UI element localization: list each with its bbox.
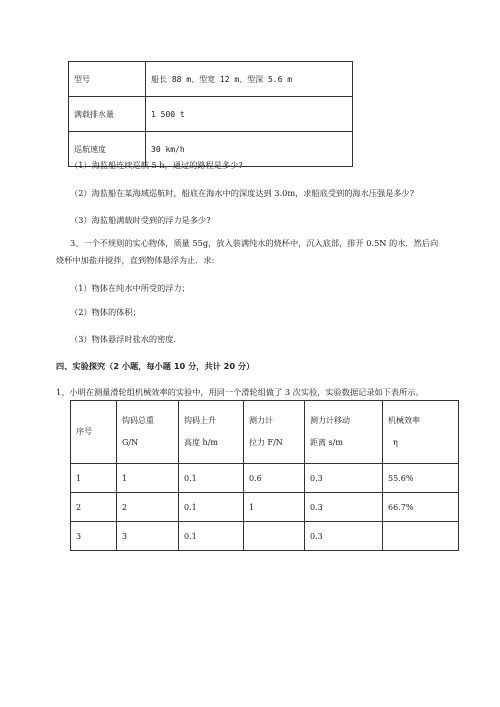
question-text: （3）物体悬浮时盐水的密度． — [70, 334, 182, 344]
spec-label: 型号 — [69, 62, 146, 97]
question-text: 烧杯中加盐并搅拌，直到物体悬浮为止．求: — [56, 255, 215, 265]
table-cell: 2 — [71, 493, 117, 522]
table-row — [71, 493, 459, 522]
table-header-row — [71, 401, 459, 464]
table-cell: 0.1 — [179, 493, 244, 522]
spec-value: 船长 88 m、型宽 12 m、型深 5.6 m — [146, 62, 353, 97]
table-cell: 0.3 — [305, 464, 383, 493]
question-text: （2）海监船在某海域巡航时，船底在海水中的深度达到 3.0m，求船底受到的海水压强是多少? — [70, 188, 415, 198]
spec-value: 1 500 t — [146, 97, 353, 132]
table-cell — [383, 522, 459, 551]
table-cell: 1 — [117, 464, 179, 493]
table-header-cell: 钩码上升 高度 h/m — [179, 401, 244, 464]
table-cell: 0.3 — [305, 493, 383, 522]
ship-spec-table — [68, 61, 353, 167]
spec-label: 巡航速度 — [69, 132, 146, 167]
question-text: （3）海监船满载时受到的浮力是多少? — [70, 215, 211, 225]
table-cell: 66.7% — [383, 493, 459, 522]
table-header-cell: 钩码总重 G/N — [117, 401, 179, 464]
experiment-data-table — [70, 400, 459, 551]
table-cell: 3 — [117, 522, 179, 551]
table-cell: 2 — [117, 493, 179, 522]
table-header-cell: 测力计移动 距离 s/m — [305, 401, 383, 464]
table-cell: 55.6% — [383, 464, 459, 493]
spec-value: 30 km/h — [146, 132, 353, 167]
table-cell: 1 — [71, 464, 117, 493]
table-cell: 3 — [71, 522, 117, 551]
table-header-cell: 机械效率 η — [383, 401, 459, 464]
question-text: （1）物体在纯水中所受的浮力； — [70, 283, 190, 293]
table-cell: 0.3 — [305, 522, 383, 551]
question-text: （2）物体的体积； — [70, 307, 141, 317]
table-row — [69, 97, 353, 132]
table-cell — [244, 522, 305, 551]
spec-label: 满载排水量 — [69, 97, 146, 132]
section-heading: 四、实验探究（2 小题，每小题 10 分，共计 20 分） — [56, 361, 255, 371]
table-cell: 0.1 — [179, 464, 244, 493]
table-header-cell: 序号 — [71, 401, 117, 464]
table-header-cell: 测力计 拉力 F/N — [244, 401, 305, 464]
table-row — [71, 464, 459, 493]
question-text: （1）海监船连续巡航 5 h，通过的路程是多少? — [70, 160, 243, 170]
question-text: 1、小明在测量滑轮组机械效率的实验中，用同一个滑轮组做了 3 次实验，实验数据记录如下表所示。 — [56, 387, 424, 397]
table-cell: 1 — [244, 493, 305, 522]
table-row — [69, 62, 353, 97]
table-row — [71, 522, 459, 551]
question-text: 3、一个不规则的实心物体，质量 55g，放入装满纯水的烧杯中，沉入底部，排开 0.5N 的水．然后向 — [70, 238, 439, 248]
table-cell: 0.6 — [244, 464, 305, 493]
table-cell: 0.1 — [179, 522, 244, 551]
